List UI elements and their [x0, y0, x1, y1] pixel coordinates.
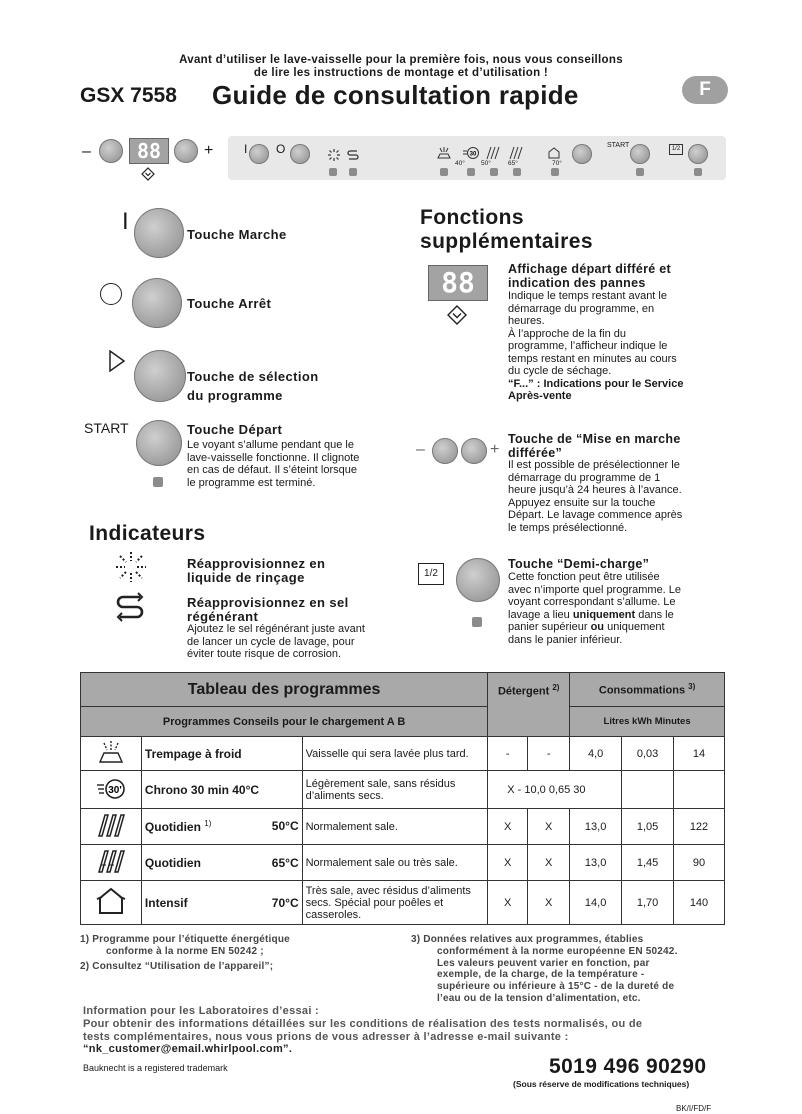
table-row — [81, 845, 725, 881]
detergent-text: Détergent — [497, 685, 550, 698]
half-load-l4b: uniquement — [572, 608, 636, 621]
chrono-empty-2 — [674, 771, 725, 809]
panel-daily-65-icon — [508, 146, 524, 160]
daily-50-temp: 50°C — [271, 819, 299, 833]
start-button-label: Touche Départ — [187, 422, 283, 437]
chrono-values — [488, 771, 622, 809]
soak-kwh — [622, 737, 674, 771]
daily-65-kwh-text: 1,45 — [636, 856, 659, 869]
panel-intensive-led — [551, 168, 559, 176]
salt-desc — [187, 623, 365, 661]
daily-50-b-text: X — [545, 820, 553, 833]
chrono-values-text: X - 10,0 0,65 30 — [507, 783, 586, 796]
table-row — [81, 737, 725, 771]
half-load-desc-line-2: avec n’importe quel programme. Le — [508, 583, 682, 596]
daily-65-desc-text: Normalement sale ou très sale. — [305, 856, 458, 869]
salt-line-1: Réapprovisionnez en sel — [187, 595, 349, 610]
start-desc-line-2: lave-vaisselle fonctionne. Il clignote — [187, 451, 360, 464]
panel-plus-label: + — [204, 142, 214, 159]
intensive-a-text: X — [504, 896, 512, 909]
daily-65-b-text: X — [545, 856, 553, 869]
half-load-led — [472, 617, 482, 627]
delay-desc-line-6: le temps présélectionné. — [508, 521, 628, 534]
affichage-title-line-1: Affichage départ différé et — [508, 262, 671, 276]
half-load-symbol: 1/2 — [418, 563, 444, 585]
daily-65-name — [141, 845, 302, 881]
intensive-a — [488, 881, 528, 925]
on-symbol: I — [122, 208, 129, 235]
units-subheader-text: Litres kWh Minutes — [603, 716, 691, 727]
detergent-header — [488, 673, 570, 737]
panel-start-label: START — [607, 142, 630, 149]
panel-start-button[interactable] — [630, 144, 650, 164]
delay-display-select-icon — [447, 305, 467, 325]
table-row — [81, 809, 725, 845]
delay-title-line-1: Touche de “Mise en marche — [508, 432, 681, 446]
half-load-l4c: dans le — [635, 608, 674, 621]
half-load-desc — [508, 571, 681, 646]
panel-plus-button[interactable] — [174, 139, 198, 163]
off-symbol-icon — [100, 283, 122, 305]
labs-line-2: Pour obtenir des informations détaillées sur les conditions de réalisation des tests normalisés, ou de — [83, 1017, 643, 1030]
daily-50-litres-text: 13,0 — [584, 820, 607, 833]
panel-chrono-led — [467, 168, 475, 176]
programme-table — [80, 672, 725, 925]
trademark-note: Bauknecht is a registered trademark — [83, 1063, 228, 1073]
delay-desc — [508, 459, 682, 534]
technical-reserve: (Sous réserve de modifications techniques) — [513, 1079, 690, 1089]
labs-email: “nk_customer@email.whirlpool.com”. — [83, 1043, 293, 1056]
daily-65-minutes-text: 90 — [692, 856, 706, 869]
salt-icon — [114, 592, 146, 622]
daily-50-a-text: X — [504, 820, 512, 833]
footnote-2: 2) Consultez “Utilisation de l’appareil”; — [80, 961, 274, 972]
delay-minus-label: – — [416, 441, 425, 458]
rinse-aid-line-1: Réapprovisionnez en — [187, 556, 326, 571]
delay-desc-line-2: démarrage du programme de 1 — [508, 471, 661, 484]
intensive-desc — [302, 881, 488, 925]
salt-line-2: régénérant — [187, 609, 259, 624]
intensive-name-text: Intensif — [144, 895, 188, 910]
rinse-aid-icon — [114, 550, 148, 584]
consommations-text: Consommations — [598, 684, 686, 697]
program-select-label-line-2: du programme — [187, 388, 283, 403]
daily-65-kwh — [622, 845, 674, 881]
daily-50-litres — [570, 809, 622, 845]
consommations-header — [570, 673, 725, 707]
delay-desc-line-5: Départ. Le lavage commence après — [508, 509, 683, 521]
daily-50-name — [141, 809, 302, 845]
model-number: GSX 7558 — [80, 84, 177, 107]
start-desc-line-3: en cas de défaut. Il s’éteint lorsque — [187, 464, 357, 476]
detergent-note: 2) — [552, 683, 560, 692]
soak-name-text: Trempage à froid — [144, 746, 242, 761]
panel-minus-button[interactable] — [99, 139, 123, 163]
delay-plus-label: + — [490, 441, 500, 458]
daily-50-row-icon — [81, 809, 142, 845]
panel-half-load-symbol: 1/2 — [669, 144, 683, 155]
soak-desc — [302, 737, 488, 771]
programmes-subheader-text: Programmes Conseils pour le chargement A B — [162, 715, 406, 728]
units-subheader — [570, 707, 725, 737]
half-load-desc-line-6: dans le panier inférieur. — [508, 633, 623, 646]
intensive-kwh — [622, 881, 674, 925]
intensive-litres — [570, 881, 622, 925]
delay-title-line-2: différée” — [508, 445, 563, 460]
intensive-desc-line-2: secs. Spécial pour poêles et — [305, 896, 444, 909]
programmes-subheader — [81, 707, 488, 737]
intensive-desc-line-3: casseroles. — [305, 908, 362, 921]
daily-50-desc — [302, 809, 488, 845]
half-load-l5a: panier supérieur — [508, 621, 591, 633]
daily-65-litres-text: 13,0 — [584, 856, 607, 869]
intensive-minutes — [674, 881, 725, 925]
program-select-symbol-icon — [108, 350, 126, 372]
daily-65-name-text: Quotidien — [144, 855, 201, 870]
delay-desc-line-1: Il est possible de présélectionner le — [508, 459, 680, 471]
footnotes-left — [80, 934, 290, 973]
daily-65-a — [488, 845, 528, 881]
half-load-title: Touche “Demi-charge” — [508, 557, 650, 571]
panel-off-button[interactable] — [290, 144, 310, 164]
half-load-l5c: uniquement — [604, 621, 665, 633]
footnote-3 — [411, 934, 678, 1005]
panel-program-button[interactable] — [572, 144, 592, 164]
salt-desc-line-2: de lancer un cycle de lavage, pour — [187, 635, 355, 648]
labs-line-3: tests complémentaires, nous vous prions de vous adresser à l’adresse e-mail suivante : — [83, 1030, 569, 1043]
half-load-desc-line-3: voyant correspondant s’allume. Le — [508, 596, 676, 608]
intensive-desc-line-1: Très sale, avec résidus d’aliments — [305, 884, 471, 897]
panel-rinse-aid-icon — [327, 148, 341, 162]
labs-info — [83, 1005, 642, 1056]
footnote-1-line-2: conforme à la norme EN 50242 ; — [106, 946, 264, 957]
panel-daily-50-icon — [485, 146, 501, 160]
intensive-b — [528, 881, 570, 925]
half-load-l5b: ou — [590, 621, 605, 633]
intensive-b-text: X — [545, 896, 553, 909]
daily-50-minutes — [674, 809, 725, 845]
document-code: 5019 496 90290 — [549, 1055, 707, 1078]
panel-half-load-button[interactable] — [688, 144, 708, 164]
intro-line-2: de lire les instructions de montage et d’utilisation ! — [253, 67, 549, 79]
document-ref: BK/I/FD/F — [676, 1104, 712, 1113]
panel-rinse-aid-led — [329, 168, 337, 176]
fonctions-title-line-2: supplémentaires — [420, 230, 593, 253]
daily-65-row-icon — [81, 845, 142, 881]
intensive-row-icon — [81, 881, 142, 925]
chrono-name — [141, 771, 302, 809]
affichage-desc-line-3: heures. — [508, 315, 545, 327]
intro-notice — [0, 54, 802, 80]
chrono-desc-line-1: Légèrement sale, sans résidus — [305, 777, 456, 790]
page-title: Guide de consultation rapide — [212, 80, 579, 110]
affichage-desc-line-7: du cycle de séchage. — [508, 365, 612, 377]
daily-50-kwh — [622, 809, 674, 845]
soak-litres-text: 4,0 — [587, 747, 604, 760]
soak-name — [141, 737, 302, 771]
delay-minus-button[interactable] — [432, 438, 458, 464]
affichage-desc-line-1: Indique le temps restant avant le — [508, 290, 667, 302]
off-button-label: Touche Arrêt — [187, 296, 272, 311]
start-led — [153, 477, 163, 487]
start-desc-line-1: Le voyant s’allume pendant que le — [187, 439, 354, 451]
half-load-desc-line-5 — [508, 621, 681, 634]
panel-intensive-icon — [547, 146, 561, 160]
daily-50-note: 1) — [204, 819, 212, 828]
daily-65-desc — [302, 845, 488, 881]
panel-temp-70: 70° — [552, 160, 562, 167]
intensive-kwh-text: 1,70 — [636, 896, 659, 909]
panel-off-symbol: O — [276, 142, 286, 156]
on-button[interactable] — [134, 208, 184, 258]
daily-65-b — [528, 845, 570, 881]
start-symbol: START — [84, 420, 129, 436]
start-button-desc — [187, 439, 359, 489]
footnote-1-line-1: 1) Programme pour l’étiquette énergétique — [80, 934, 290, 945]
half-load-l4a: lavage a lieu — [508, 608, 573, 621]
daily-65-a-text: X — [504, 856, 512, 869]
daily-50-a — [488, 809, 528, 845]
chrono-row-icon — [81, 771, 142, 809]
program-select-button[interactable] — [134, 350, 186, 402]
off-button[interactable] — [132, 278, 182, 328]
panel-temp-50: 50° — [481, 160, 491, 167]
affichage-desc-line-5: programme, l’afficheur indique le — [508, 340, 668, 352]
delay-title — [508, 433, 681, 460]
salt-text — [187, 596, 349, 624]
footnote-3-line-1: 3) Données relatives aux programmes, établies — [411, 934, 644, 945]
affichage-desc — [508, 290, 683, 403]
soak-a-text: - — [505, 747, 510, 760]
soak-kwh-text: 0,03 — [636, 747, 659, 760]
intensive-name — [141, 881, 302, 925]
on-button-label: Touche Marche — [187, 227, 287, 242]
fonctions-title-line-1: Fonctions — [420, 206, 524, 229]
soak-minutes-text: 14 — [692, 747, 706, 760]
chrono-desc — [302, 771, 488, 809]
daily-50-b — [528, 809, 570, 845]
table-title-text: Tableau des programmes — [187, 680, 381, 698]
fonctions-title — [420, 206, 593, 254]
start-button[interactable] — [136, 420, 182, 466]
daily-65-litres — [570, 845, 622, 881]
half-load-desc-line-4 — [508, 609, 681, 622]
consommations-note: 3) — [688, 682, 696, 692]
half-load-desc-line-1: Cette fonction peut être utilisée — [508, 571, 660, 583]
affichage-service-line-2: Après-vente — [508, 390, 572, 402]
panel-start-led — [636, 168, 644, 176]
footnote-3-line-4: exemple, de la charge, de la température - — [437, 969, 645, 981]
soak-b — [528, 737, 570, 771]
svg-text:30: 30 — [469, 151, 477, 158]
intensive-minutes-text: 140 — [689, 896, 709, 909]
affichage-service-line-1: “F...” : Indications pour le Service — [508, 377, 684, 390]
half-load-button[interactable] — [456, 558, 500, 602]
rinse-aid-text — [187, 557, 325, 585]
program-select-label-line-1: Touche de sélection — [187, 369, 319, 384]
panel-on-symbol: I — [244, 142, 248, 156]
soak-minutes — [674, 737, 725, 771]
panel-soak-led — [440, 168, 448, 176]
daily-50-kwh-text: 1,05 — [636, 820, 659, 833]
panel-on-button[interactable] — [249, 144, 269, 164]
soak-b-text: - — [546, 747, 551, 760]
delay-desc-line-4: Appuyez ensuite sur la touche — [508, 496, 656, 509]
panel-temp-40: 40° — [455, 160, 465, 167]
chrono-name-text: Chrono 30 min 40°C — [144, 782, 260, 797]
panel-daily-65-led — [513, 168, 521, 176]
language-badge: F — [682, 76, 728, 104]
panel-salt-led — [349, 168, 357, 176]
start-desc-line-4: le programme est terminé. — [187, 476, 316, 489]
intensive-litres-text: 14,0 — [584, 896, 607, 909]
panel-temp-65: 65° — [508, 160, 518, 167]
footnote-3-line-3: Les valeurs peuvent varier en fonction, par — [437, 957, 650, 969]
table-title — [81, 673, 488, 707]
daily-65-minutes — [674, 845, 725, 881]
panel-daily-50-led — [490, 168, 498, 176]
daily-50-minutes-text: 122 — [689, 820, 709, 833]
salt-desc-line-1: Ajoutez le sel régénérant juste avant — [187, 623, 365, 635]
chrono-desc-line-2: d’aliments secs. — [305, 789, 384, 802]
delay-display: 88 — [428, 265, 488, 301]
intro-line-1: Avant d’utiliser le lave-vaisselle pour la première fois, nous vous conseillons — [179, 54, 623, 66]
soak-litres — [570, 737, 622, 771]
intensive-temp: 70°C — [271, 895, 299, 910]
panel-chrono-icon — [462, 146, 480, 160]
panel-program-select-icon[interactable] — [141, 167, 155, 181]
indicateurs-title: Indicateurs — [89, 522, 206, 545]
footnote-3-line-2: conformément à la norme européenne EN 50242. — [437, 945, 678, 957]
soak-a — [488, 737, 528, 771]
affichage-desc-line-4: À l’approche de la fin du — [508, 327, 627, 340]
panel-minus-label: – — [82, 143, 91, 160]
chrono-empty-1 — [622, 771, 674, 809]
table-row — [81, 771, 725, 809]
delay-desc-line-3: heure jusqu’à 24 heures à l’avance. — [508, 484, 682, 496]
table-row — [81, 881, 725, 925]
daily-65-temp: 65°C — [271, 855, 299, 870]
rinse-aid-line-2: liquide de rinçage — [187, 570, 305, 585]
footnote-3-line-5: supérieure ou inférieure à 15°C - de la dureté de — [437, 981, 675, 993]
soak-desc-text: Vaisselle qui sera lavée plus tard. — [305, 747, 469, 760]
labs-line-1: Information pour les Laboratoires d’essai : — [83, 1005, 319, 1017]
svg-text:30': 30' — [108, 785, 122, 796]
affichage-desc-line-6: temps restant en minutes au cours — [508, 352, 677, 365]
affichage-desc-line-2: démarrage du programme, en — [508, 302, 655, 315]
daily-50-name-text: Quotidien — [144, 820, 201, 834]
daily-50-desc-text: Normalement sale. — [305, 820, 398, 833]
affichage-title-line-2: indication des pannes — [508, 275, 646, 290]
panel-salt-icon — [346, 148, 360, 162]
soak-row-icon — [81, 737, 142, 771]
program-select-label — [187, 367, 319, 405]
footnote-3-line-6: l’eau ou de la tension d’alimentation, etc. — [437, 992, 641, 1004]
panel-display: 88 — [129, 138, 169, 164]
panel-soak-icon — [436, 146, 452, 160]
salt-desc-line-3: éviter toute risque de corrosion. — [187, 648, 342, 660]
panel-half-load-led — [694, 168, 702, 176]
affichage-title — [508, 263, 671, 290]
delay-plus-button[interactable] — [461, 438, 487, 464]
